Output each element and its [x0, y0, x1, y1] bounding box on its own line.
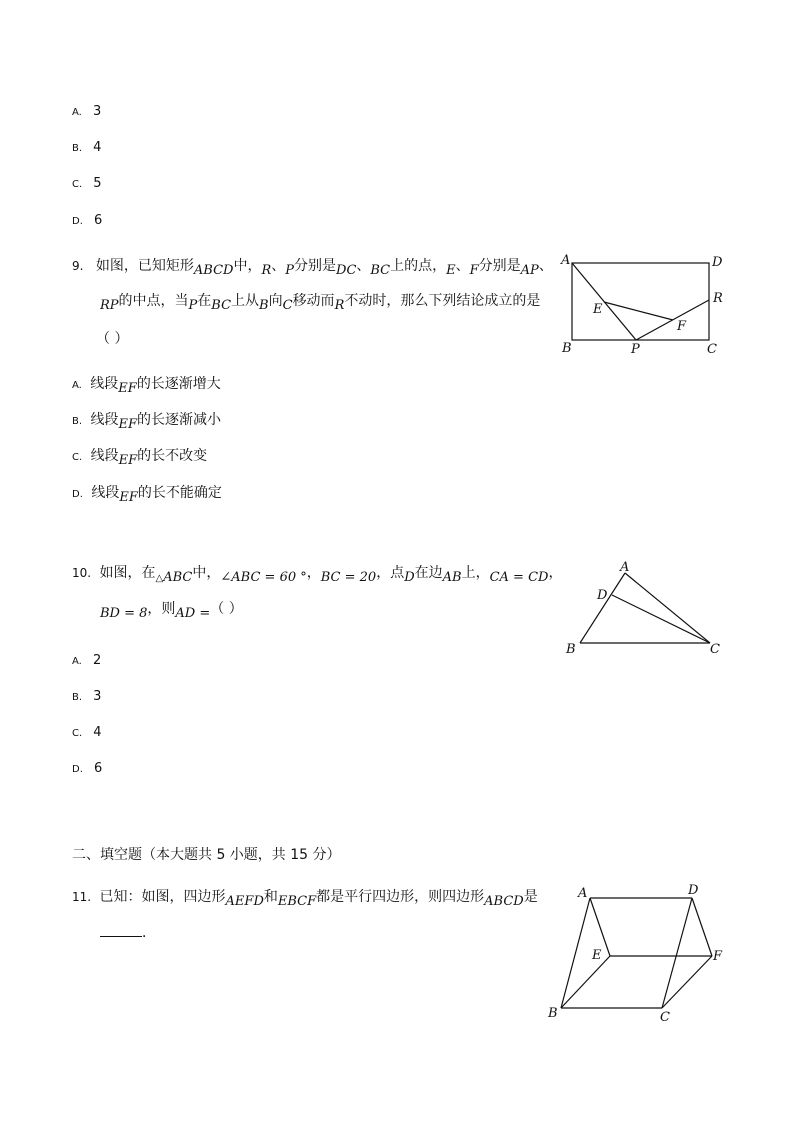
q10-option-b — [72, 685, 101, 704]
option-letter: B. — [72, 143, 83, 154]
q9-option-c — [72, 445, 208, 468]
question-number: 9. — [72, 259, 84, 273]
text: 的长不能确定 — [137, 485, 222, 501]
math: CA = CD — [489, 570, 549, 585]
section-heading: 二、填空题（本大题共 5 小题，共 15 分） — [72, 847, 341, 863]
option-letter: D. — [72, 764, 83, 775]
q10-line-1 — [72, 562, 563, 585]
math: P — [285, 263, 295, 278]
text: 线段 — [90, 412, 119, 428]
math: E — [446, 263, 456, 278]
math: F — [469, 263, 479, 278]
math: AEFD — [225, 894, 264, 909]
option-value: 6 — [93, 761, 103, 776]
text: ， — [306, 565, 321, 581]
math: EBCF — [277, 894, 317, 909]
text: 如图，已知矩形 — [95, 258, 194, 274]
option-letter: D. — [72, 489, 83, 500]
text: （ ） — [210, 601, 243, 617]
text: ． — [142, 925, 156, 941]
text: 是 — [523, 889, 538, 905]
text: 、 — [271, 258, 286, 274]
text: 的长不改变 — [137, 448, 208, 464]
text: 在边 — [414, 565, 443, 581]
option-value: 5 — [93, 176, 102, 191]
q10-option-d — [72, 757, 102, 776]
answer-blank[interactable] — [100, 924, 142, 937]
label-c: C — [710, 642, 720, 657]
math: R — [261, 263, 272, 278]
text: ，点 — [376, 565, 405, 581]
q11-answer-line — [100, 922, 156, 942]
option-letter: A. — [72, 656, 82, 667]
text: 不动时，那么下列结论成立的是 — [344, 293, 541, 309]
text: 中， — [192, 565, 221, 581]
label-f: F — [677, 319, 687, 334]
question-number: 11. — [72, 890, 92, 904]
math: R — [334, 298, 345, 313]
label-f: F — [713, 949, 723, 964]
segment-ef — [604, 302, 673, 320]
q9-line-2 — [100, 290, 541, 313]
math: BC — [370, 263, 391, 278]
math: BD = 8 — [100, 606, 148, 621]
option-letter: C. — [72, 179, 83, 190]
math: DC — [336, 263, 357, 278]
label-a: A — [561, 253, 571, 268]
math: AD = — [175, 606, 211, 621]
segment-dc — [662, 898, 692, 1008]
option-letter: B. — [72, 692, 83, 703]
math: C — [282, 298, 293, 313]
math: AB — [442, 570, 462, 585]
text: 已知：如图，四边形 — [99, 889, 226, 905]
segment-ab — [561, 898, 590, 1008]
text: 、 — [356, 258, 371, 274]
math: AP — [520, 263, 539, 278]
q8-option-c — [72, 172, 102, 191]
option-value: 3 — [93, 689, 102, 704]
label-e: E — [593, 302, 603, 317]
label-d: D — [597, 588, 608, 603]
q9-option-d — [72, 482, 222, 505]
text: 上从 — [231, 293, 260, 309]
math: P — [188, 298, 198, 313]
text: ，则 — [147, 601, 176, 617]
label-d: D — [712, 255, 723, 270]
q9-option-a — [72, 373, 221, 396]
q10-figure — [560, 555, 730, 660]
math: B — [259, 298, 269, 313]
option-letter: D. — [72, 216, 83, 227]
segment-ba — [580, 573, 625, 643]
q10-option-a — [72, 649, 101, 668]
text: 移动而 — [292, 293, 335, 309]
text: 在 — [197, 293, 212, 309]
text: 向 — [268, 293, 283, 309]
option-value: 6 — [93, 213, 103, 228]
q10-option-c — [72, 721, 102, 740]
text: 的中点，当 — [118, 293, 189, 309]
segment-df — [692, 898, 712, 956]
label-b: B — [562, 341, 572, 356]
text: 中， — [233, 258, 262, 274]
q9-option-b — [72, 409, 222, 432]
text: 都是平行四边形，则四边形 — [316, 889, 485, 905]
segment-ap — [572, 263, 636, 340]
option-letter: C. — [72, 452, 83, 463]
label-d: D — [688, 883, 699, 898]
math: EF — [118, 417, 138, 432]
question-number: 10. — [72, 566, 92, 580]
text: 线段 — [90, 448, 119, 464]
label-a: A — [578, 886, 588, 901]
q8-option-d — [72, 209, 102, 228]
text: 和 — [263, 889, 278, 905]
math: BC — [211, 298, 232, 313]
math: ∠ABC = 60 ° — [220, 570, 307, 585]
option-letter: C. — [72, 728, 83, 739]
q11-figure — [545, 880, 730, 1025]
text: 分别是 — [294, 258, 337, 274]
label-c: C — [660, 1010, 670, 1025]
math: ABC — [163, 570, 193, 585]
math: D — [404, 570, 415, 585]
text: 分别是 — [478, 258, 521, 274]
label-p: P — [631, 342, 640, 357]
math: EF — [118, 453, 138, 468]
q9-line-1 — [72, 255, 553, 278]
option-value: 4 — [93, 725, 102, 740]
option-value: 2 — [92, 653, 102, 668]
q8-option-a — [72, 100, 101, 119]
text: 上， — [461, 565, 490, 581]
option-letter: B. — [72, 416, 83, 427]
q10-line-2 — [100, 598, 243, 621]
option-letter: A. — [72, 107, 82, 118]
label-c: C — [707, 342, 717, 357]
text: ， — [548, 565, 563, 581]
label-b: B — [548, 1006, 558, 1021]
text: 如图，在 — [99, 565, 156, 581]
text: 上的点， — [390, 258, 447, 274]
label-e: E — [592, 948, 602, 963]
label-r: R — [713, 291, 723, 306]
math: RP — [100, 298, 119, 313]
math: BC = 20 — [320, 570, 377, 585]
text: 线段 — [91, 485, 120, 501]
q9-answer-paren: （ ） — [96, 331, 129, 347]
option-value: 4 — [93, 140, 102, 155]
label-a: A — [620, 560, 630, 575]
q8-option-b — [72, 136, 101, 155]
math: ABCD — [193, 263, 234, 278]
label-b: B — [566, 642, 576, 657]
math: EF — [118, 381, 137, 396]
text: 、 — [538, 258, 553, 274]
text: 线段 — [90, 376, 119, 392]
text: 的长逐渐减小 — [137, 412, 222, 428]
text: 的长逐渐增大 — [136, 376, 221, 392]
q11-line-1 — [72, 886, 538, 909]
q9-figure — [555, 250, 730, 360]
math: ABCD — [484, 894, 524, 909]
option-value: 3 — [92, 104, 102, 119]
option-letter: A. — [72, 380, 82, 391]
triangle-symbol: △ — [155, 573, 164, 584]
text: 、 — [455, 258, 470, 274]
math: EF — [119, 490, 138, 505]
